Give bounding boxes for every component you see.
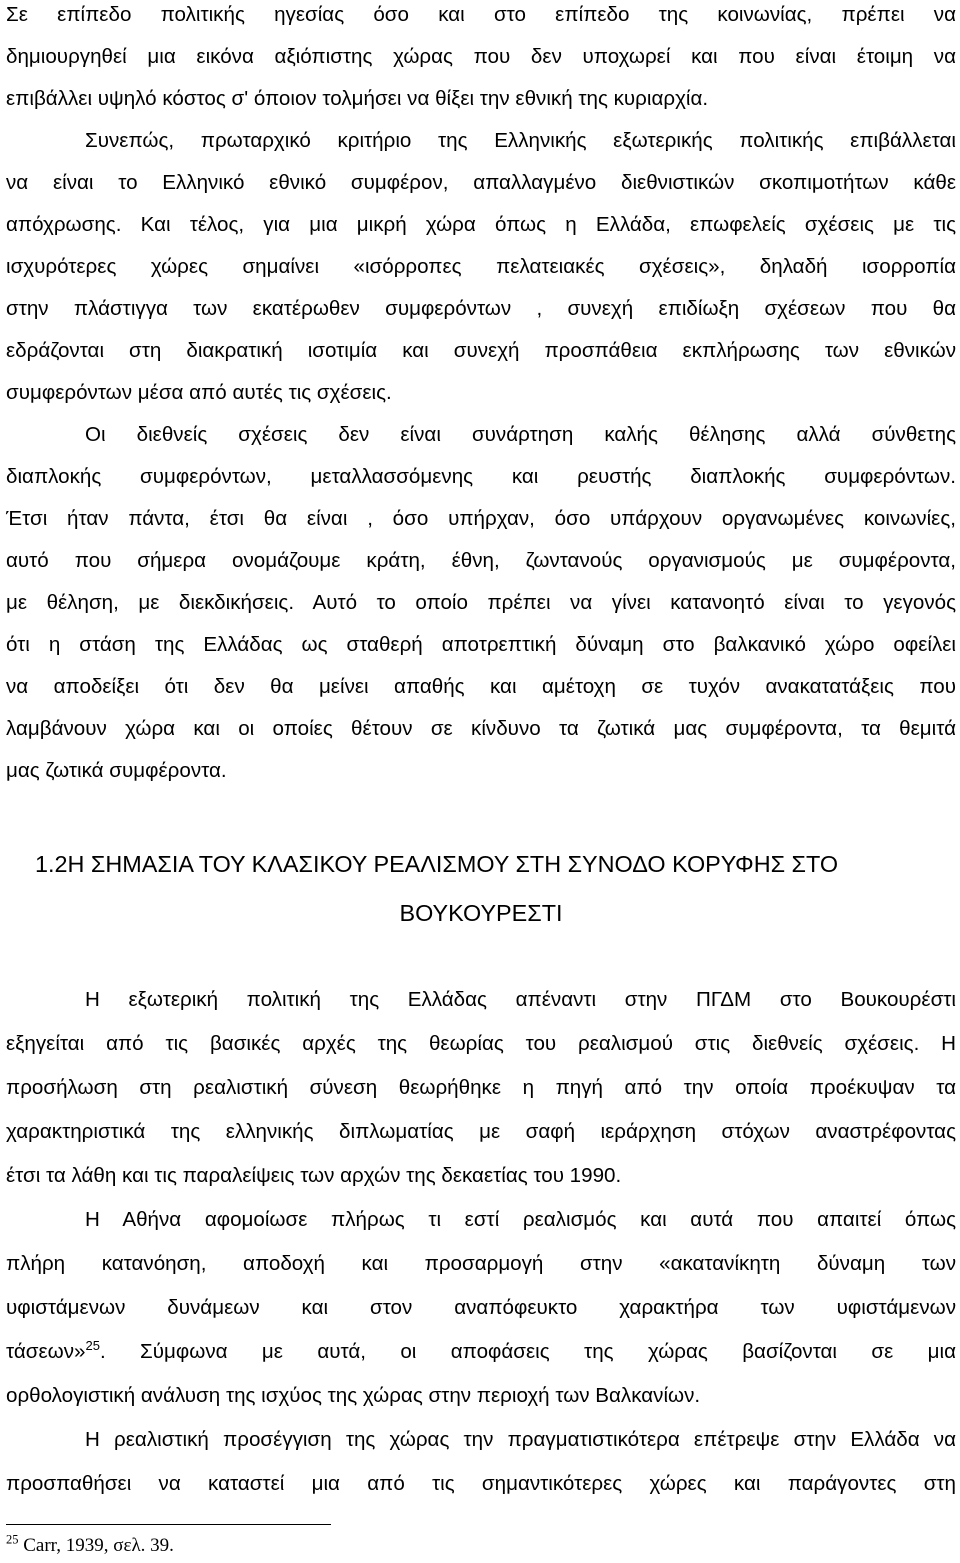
- footnote-reference[interactable]: 25: [85, 1338, 100, 1354]
- text-line: διαπλοκής συμφερόντων, μεταλλασσόμενης και ρευστής διαπλοκής συμφερόντων.: [6, 465, 956, 488]
- section-heading-continuation: ΒΟΥΚΟΥΡΕΣΤΙ: [399, 900, 563, 926]
- text-line: χαρακτηριστικά της ελληνικής διπλωματίας με σαφή ιεράρχηση στόχων αναστρέφοντας: [6, 1120, 956, 1143]
- footnote-separator: [6, 1524, 331, 1525]
- text-line: εδράζονται στη διακρατική ισοτιμία και συνεχή προσπάθεια εκπλήρωσης των εθνικών: [6, 339, 956, 362]
- text-line: ότι η στάση της Ελλάδας ως σταθερή αποτρεπτική δύναμη στο βαλκανικό χώρο οφείλει: [6, 633, 956, 656]
- text-line: Η ρεαλιστική προσέγγιση της χώρας την πραγματιστικότερα επέτρεψε στην Ελλάδα να: [85, 1428, 956, 1451]
- text-line: εξηγείται από τις βασικές αρχές της θεωρίας του ρεαλισμού στις διεθνείς σχέσεις. Η: [6, 1032, 956, 1055]
- text-line: απόχρωσης. Και τέλος, για μια μικρή χώρα όπως η Ελλάδα, επωφελείς σχέσεις με τις: [6, 213, 956, 236]
- section-number: 1.2: [35, 851, 68, 877]
- text-line: λαμβάνουν χώρα και οι οποίες θέτουν σε κίνδυνο τα ζωτικά μας συμφέροντα, τα θεμιτά: [6, 717, 956, 740]
- text-line: ισχυρότερες χώρες σημαίνει «ισόρροπες πελατειακές σχέσεις», δηλαδή ισορροπία: [6, 255, 956, 278]
- text-line: αυτό που σήμερα ονομάζουμε κράτη, έθνη, ζωντανούς οργανισμούς με συμφέροντα,: [6, 549, 956, 572]
- section-title: Η ΣΗΜΑΣΙΑ ΤΟΥ ΚΛΑΣΙΚΟΥ ΡΕΑΛΙΣΜΟΥ ΣΤΗ ΣΥΝΟΔΟ ΚΟΡΥΦΗΣ ΣΤΟ: [67, 851, 839, 877]
- section-heading: [35, 847, 956, 881]
- text-fragment: . Σύμφωνα με αυτά, οι αποφάσεις της χώρας βασίζονται σε μια: [99, 1340, 956, 1363]
- text-line: στην πλάστιγγα των εκατέρωθεν συμφερόντων , συνεχή επιδίωξη σχέσεων που θα: [6, 297, 956, 320]
- text-line: δημιουργηθεί μια εικόνα αξιόπιστης χώρας που δεν υποχωρεί και που είναι έτοιμη να: [6, 45, 956, 68]
- text-line: συμφερόντων μέσα από αυτές τις σχέσεις.: [6, 381, 392, 404]
- text-line: μας ζωτικά συμφέροντα.: [6, 759, 227, 782]
- text-line: προσήλωση στη ρεαλιστική σύνεση θεωρήθηκε η πηγή από την οποία προέκυψαν τα: [6, 1076, 956, 1099]
- text-line-with-footnote-ref: [6, 1337, 956, 1367]
- text-line: έτσι τα λάθη και τις παραλείψεις των αρχών της δεκαετίας του 1990.: [6, 1164, 622, 1187]
- text-line: Συνεπώς, πρωταρχικό κριτήριο της Ελληνικής εξωτερικής πολιτικής επιβάλλεται: [85, 129, 956, 152]
- footnote-text: Carr, 1939, σελ. 39.: [18, 1535, 174, 1556]
- text-line: Σε επίπεδο πολιτικής ηγεσίας όσο και στο επίπεδο της κοινωνίας, πρέπει να: [6, 3, 956, 26]
- text-line: πλήρη κατανόηση, αποδοχή και προσαρμογή στην «ακατανίκητη δύναμη των: [6, 1252, 956, 1275]
- text-line: Έτσι ήταν πάντα, έτσι θα είναι , όσο υπήρχαν, όσο υπάρχουν οργανωμένες κοινωνίες,: [6, 507, 956, 530]
- text-line: υφιστάμενων δυνάμεων και στον αναπόφευκτο χαρακτήρα των υφιστάμενων: [6, 1296, 956, 1319]
- text-line: επιβάλλει υψηλό κόστος σ' όποιον τολμήσει να θίξει την εθνική της κυριαρχία.: [6, 87, 709, 110]
- footnote: [6, 1532, 174, 1560]
- text-line: Οι διεθνείς σχέσεις δεν είναι συνάρτηση καλής θέλησης αλλά σύνθετης: [85, 423, 956, 446]
- text-line: Η εξωτερική πολιτική της Ελλάδας απέναντι στην ΠΓΔΜ στο Βουκουρέστι: [85, 988, 956, 1011]
- text-fragment: τάσεων»: [6, 1340, 86, 1363]
- footnote-number: 25: [6, 1532, 19, 1547]
- text-line: ορθολογιστική ανάλυση της ισχύος της χώρας στην περιοχή των Βαλκανίων.: [6, 1384, 701, 1407]
- text-line: να αποδείξει ότι δεν θα μείνει απαθής και αμέτοχη σε τυχόν ανακατατάξεις που: [6, 675, 956, 698]
- text-line: με θέληση, με διεκδικήσεις. Αυτό το οποίο πρέπει να γίνει κατανοητό είναι το γεγονός: [6, 591, 956, 614]
- text-line: να είναι το Ελληνικό εθνικό συμφέρον, απαλλαγμένο διεθνιστικών σκοπιμοτήτων κάθε: [6, 171, 956, 194]
- text-line: Η Αθήνα αφομοίωσε πλήρως τι εστί ρεαλισμός και αυτά που απαιτεί όπως: [85, 1208, 956, 1231]
- text-line: προσπαθήσει να καταστεί μια από τις σημαντικότερες χώρες και παράγοντες στη: [6, 1472, 956, 1495]
